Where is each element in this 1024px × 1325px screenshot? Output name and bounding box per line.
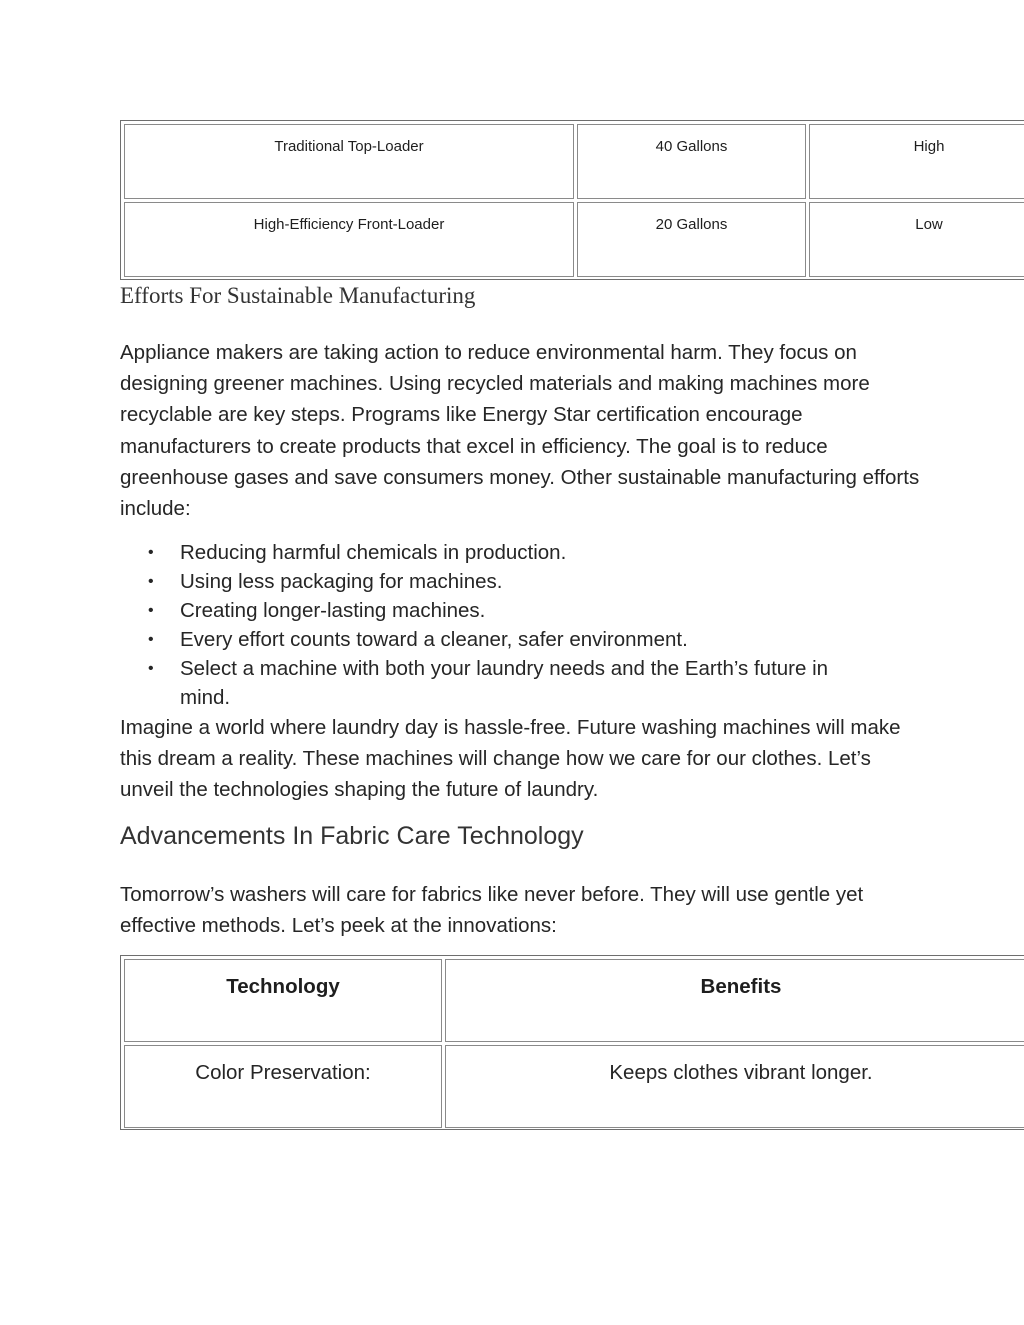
table-cell bbox=[124, 124, 574, 199]
table-cell bbox=[809, 202, 1024, 277]
technology-name: Color Preservation: bbox=[195, 1061, 371, 1084]
list-item bbox=[120, 654, 920, 712]
list-item bbox=[120, 538, 920, 567]
table-cell bbox=[124, 1045, 442, 1128]
sustainability-list bbox=[120, 538, 920, 712]
list-item-text: Using less packaging for machines. bbox=[180, 570, 503, 593]
table-header-cell bbox=[124, 959, 442, 1042]
technology-benefit: Keeps clothes vibrant longer. bbox=[609, 1061, 873, 1084]
list-item-text: Select a machine with both your laundry needs and the Earth’s future in mind. bbox=[180, 657, 829, 709]
water-usage: 40 Gallons bbox=[655, 138, 728, 155]
list-item bbox=[120, 596, 920, 625]
fabric-care-paragraph: Tomorrow’s washers will care for fabrics like never before. They will use gentle yet effective methods. Let’s peek at the innovations: bbox=[120, 883, 864, 938]
list-item-text: Creating longer-lasting machines. bbox=[180, 599, 486, 622]
fabric-care-heading: Advancements In Fabric Care Technology bbox=[120, 822, 584, 850]
list-item bbox=[120, 625, 920, 654]
table-cell bbox=[809, 124, 1024, 199]
machine-type: High-Efficiency Front-Loader bbox=[253, 216, 445, 233]
intro-paragraph: Imagine a world where laundry day is hassle-free. Future washing machines will make this dream a reality. These machines will change how we care for our clothes. Let’s unveil the technologies shaping the future of laundry. bbox=[120, 716, 901, 802]
sustainability-heading: Efforts For Sustainable Manufacturing bbox=[120, 283, 476, 308]
table-cell bbox=[577, 202, 806, 277]
bullet-icon: • bbox=[148, 631, 154, 648]
machine-comparison-table bbox=[120, 120, 1024, 280]
energy-level: Low bbox=[915, 216, 943, 233]
table-header-cell bbox=[445, 959, 1024, 1042]
bullet-icon: • bbox=[148, 660, 154, 677]
bullet-icon: • bbox=[148, 573, 154, 590]
column-header-technology: Technology bbox=[226, 975, 340, 998]
sustainability-paragraph: Appliance makers are taking action to reduce environmental harm. They focus on designing greener machines. Using recycled materials and making machines more recyclable are key steps. Programs like Energy Star certification encourage manufacturers to create products that excel in efficiency. The goal is to reduce greenhouse gases and save consumers money. Other sustainable manufacturing efforts include: bbox=[120, 341, 920, 521]
table-cell bbox=[577, 124, 806, 199]
column-header-benefits: Benefits bbox=[700, 975, 782, 998]
table-cell bbox=[124, 202, 574, 277]
water-usage: 20 Gallons bbox=[655, 216, 728, 233]
list-item bbox=[120, 567, 920, 596]
bullet-icon: • bbox=[148, 602, 154, 619]
energy-level: High bbox=[913, 138, 945, 155]
list-item-text: Reducing harmful chemicals in production. bbox=[180, 541, 567, 564]
machine-type: Traditional Top-Loader bbox=[274, 138, 424, 155]
technology-table bbox=[120, 955, 1024, 1130]
bullet-icon: • bbox=[148, 544, 154, 561]
table-cell bbox=[445, 1045, 1024, 1128]
list-item-text: Every effort counts toward a cleaner, safer environment. bbox=[180, 628, 688, 651]
